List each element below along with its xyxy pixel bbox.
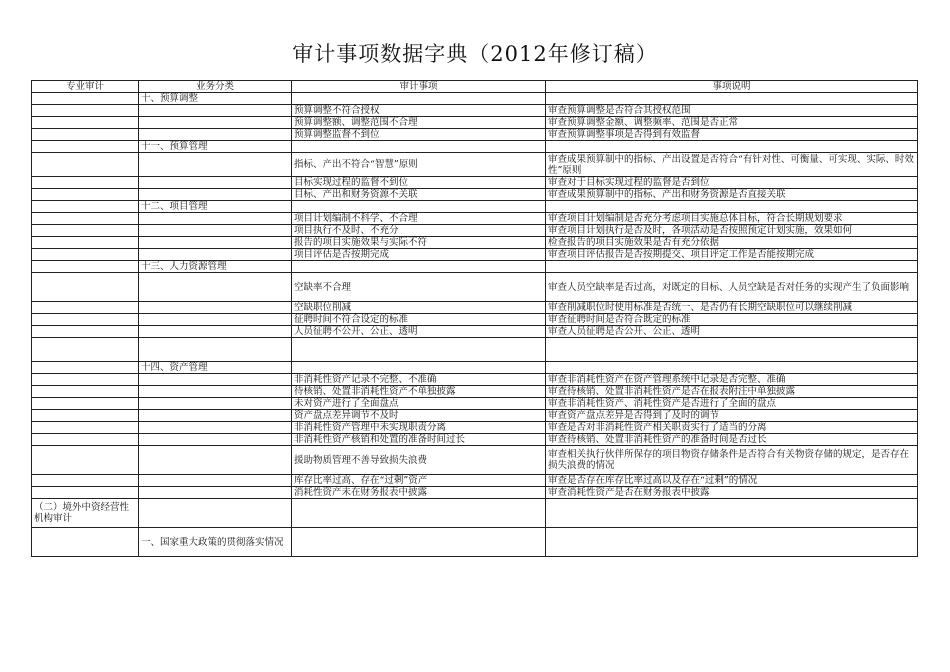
cell-business-category: 十一、预算管理 [139, 141, 292, 153]
table-row [32, 374, 918, 386]
cell-professional-audit [32, 302, 139, 314]
cell-business-category [139, 326, 292, 338]
cell-audit-item: 人员征聘不公开、公正、透明 [292, 326, 546, 338]
cell-item-description [546, 141, 918, 153]
cell-professional-audit [32, 273, 139, 302]
cell-business-category [139, 117, 292, 129]
cell-audit-item: 资产盘点差异调节不及时 [292, 410, 546, 422]
header-professional-audit: 专业审计 [32, 81, 139, 93]
cell-audit-item: 非消耗性资产记录不完整、不准确 [292, 374, 546, 386]
table-row [32, 398, 918, 410]
cell-professional-audit [32, 326, 139, 338]
cell-professional-audit [32, 374, 139, 386]
cell-item-description: 审查项目计划编制是否充分考虑项目实施总体目标，符合长期规划要求 [546, 213, 918, 225]
table-row [32, 362, 918, 374]
table-row [32, 326, 918, 338]
cell-business-category [139, 446, 292, 475]
cell-business-category [139, 475, 292, 487]
table-row [32, 499, 918, 528]
cell-business-category [139, 386, 292, 398]
cell-item-description [546, 499, 918, 528]
table-row [32, 302, 918, 314]
cell-audit-item: 未对资产进行了全面盘点 [292, 398, 546, 410]
cell-item-description [546, 528, 918, 557]
cell-professional-audit [32, 105, 139, 117]
table-row [32, 314, 918, 326]
table-row [32, 273, 918, 302]
cell-audit-item: 征聘时间不符合设定的标准 [292, 314, 546, 326]
cell-business-category [139, 189, 292, 201]
cell-professional-audit [32, 153, 139, 177]
audit-dictionary-table [31, 80, 918, 557]
cell-audit-item: 指标、产出不符合“智慧”原则 [292, 153, 546, 177]
cell-professional-audit [32, 201, 139, 213]
cell-professional-audit [32, 177, 139, 189]
cell-business-category [139, 338, 292, 362]
cell-business-category [139, 499, 292, 528]
cell-business-category: 十、预算调整 [139, 93, 292, 105]
cell-business-category [139, 410, 292, 422]
cell-professional-audit [32, 446, 139, 475]
cell-business-category: 十三、人力资源管理 [139, 261, 292, 273]
cell-item-description [546, 261, 918, 273]
cell-item-description: 审查成果预算制中的指标、产出和财务资源是否直接关联 [546, 189, 918, 201]
cell-audit-item [292, 141, 546, 153]
cell-audit-item: 空缺率不合理 [292, 273, 546, 302]
cell-business-category [139, 302, 292, 314]
cell-professional-audit [32, 213, 139, 225]
cell-audit-item: 预算调整不符合授权 [292, 105, 546, 117]
cell-audit-item: 库存比率过高、存在“过剩”资产 [292, 475, 546, 487]
cell-audit-item: 项目计划编制不科学、不合理 [292, 213, 546, 225]
table-row [32, 261, 918, 273]
cell-business-category [139, 129, 292, 141]
cell-audit-item [292, 261, 546, 273]
cell-professional-audit [32, 487, 139, 499]
cell-audit-item: 目标、产出和财务资源不关联 [292, 189, 546, 201]
cell-audit-item [292, 338, 546, 362]
table-row [32, 105, 918, 117]
cell-item-description: 审查是否存在库存比率过高以及存在“过剩”的情况 [546, 475, 918, 487]
cell-professional-audit [32, 528, 139, 557]
cell-item-description: 审查待核销、处置非消耗性资产的准备时间是否过长 [546, 434, 918, 446]
cell-audit-item [292, 201, 546, 213]
cell-professional-audit [32, 249, 139, 261]
cell-professional-audit [32, 338, 139, 362]
table-row [32, 422, 918, 434]
cell-audit-item [292, 362, 546, 374]
table-row [32, 475, 918, 487]
table-row [32, 213, 918, 225]
cell-item-description [546, 93, 918, 105]
cell-item-description: 审查项目评估报告是否按期提交、项目评定工作是否能按期完成 [546, 249, 918, 261]
cell-professional-audit [32, 141, 139, 153]
table-row [32, 141, 918, 153]
page-title: 审计事项数据字典（2012年修订稿） [292, 42, 658, 66]
table-row [32, 386, 918, 398]
table-row [32, 177, 918, 189]
cell-audit-item: 项目执行不及时、不充分 [292, 225, 546, 237]
cell-audit-item [292, 528, 546, 557]
table-row [32, 201, 918, 213]
cell-item-description: 检查报告的项目实施效果是否有充分依据 [546, 237, 918, 249]
cell-item-description: 审查人员空缺率是否过高，对既定的目标、人员空缺是否对任务的实现产生了负面影响 [546, 273, 918, 302]
table-row [32, 338, 918, 362]
cell-professional-audit [32, 93, 139, 105]
cell-business-category [139, 213, 292, 225]
cell-item-description: 审查是否对非消耗性资产相关职责实行了适当的分离 [546, 422, 918, 434]
header-audit-item: 审计事项 [292, 81, 546, 93]
cell-professional-audit [32, 117, 139, 129]
table-row [32, 249, 918, 261]
cell-professional-audit [32, 314, 139, 326]
cell-business-category [139, 422, 292, 434]
table-row [32, 410, 918, 422]
cell-business-category [139, 105, 292, 117]
cell-item-description: 审查人员征聘是否公开、公正、透明 [546, 326, 918, 338]
cell-audit-item: 目标实现过程的监督不到位 [292, 177, 546, 189]
cell-business-category [139, 434, 292, 446]
cell-item-description [546, 201, 918, 213]
cell-business-category: 十四、资产管理 [139, 362, 292, 374]
cell-professional-audit [32, 225, 139, 237]
cell-business-category [139, 487, 292, 499]
cell-item-description: 审查非消耗性资产在资产管理系统中记录是否完整、准确 [546, 374, 918, 386]
cell-business-category [139, 237, 292, 249]
cell-item-description: 审查征聘时间是否符合既定的标准 [546, 314, 918, 326]
cell-audit-item: 空缺职位削减 [292, 302, 546, 314]
cell-professional-audit [32, 422, 139, 434]
cell-audit-item [292, 499, 546, 528]
cell-audit-item: 报告的项目实施效果与实际不符 [292, 237, 546, 249]
cell-business-category [139, 225, 292, 237]
cell-professional-audit [32, 129, 139, 141]
table-row [32, 225, 918, 237]
cell-professional-audit: （二）境外中资经营性机构审计 [32, 499, 139, 528]
cell-item-description: 审查消耗性资产是否在财务报表中披露 [546, 487, 918, 499]
cell-item-description: 审查成果预算制中的指标、产出设置是否符合“有针对性、可衡量、可实现、实际、时效性”原则 [546, 153, 918, 177]
table-row [32, 93, 918, 105]
cell-business-category [139, 374, 292, 386]
cell-business-category [139, 177, 292, 189]
cell-item-description: 审查预算调整是否符合其授权范围 [546, 105, 918, 117]
cell-item-description: 审查项目计划执行是否及时，各项活动是否按照预定计划实施，效果如何 [546, 225, 918, 237]
table-row [32, 153, 918, 177]
cell-professional-audit [32, 237, 139, 249]
header-row [32, 81, 918, 93]
cell-professional-audit [32, 386, 139, 398]
cell-item-description: 审查预算调整金额、调整频率、范围是否正常 [546, 117, 918, 129]
cell-audit-item: 消耗性资产未在财务报表中披露 [292, 487, 546, 499]
cell-item-description [546, 338, 918, 362]
cell-business-category: 一、国家重大政策的贯彻落实情况 [139, 528, 292, 557]
cell-professional-audit [32, 410, 139, 422]
cell-professional-audit [32, 261, 139, 273]
table-row [32, 528, 918, 557]
table-row [32, 189, 918, 201]
table-row [32, 237, 918, 249]
cell-item-description: 审查对于目标实现过程的监督是否到位 [546, 177, 918, 189]
cell-item-description: 审查预算调整事项是否得到有效监督 [546, 129, 918, 141]
cell-item-description: 审查待核销、处置非消耗性资产是否在报表附注中单独披露 [546, 386, 918, 398]
cell-professional-audit [32, 398, 139, 410]
cell-business-category [139, 249, 292, 261]
cell-audit-item: 非消耗性资产核销和处置的准备时间过长 [292, 434, 546, 446]
table-row [32, 446, 918, 475]
cell-audit-item: 援助物质管理不善导致损失浪费 [292, 446, 546, 475]
header-business-category: 业务分类 [139, 81, 292, 93]
cell-item-description: 审查削减职位时使用标准是否统一、是否仍有长期空缺职位可以继续削减 [546, 302, 918, 314]
cell-professional-audit [32, 189, 139, 201]
table-row [32, 117, 918, 129]
table-row [32, 487, 918, 499]
cell-business-category [139, 398, 292, 410]
cell-item-description: 审查资产盘点差异是否得到了及时的调节 [546, 410, 918, 422]
cell-audit-item: 预算调整监督不到位 [292, 129, 546, 141]
cell-business-category: 十二、项目管理 [139, 201, 292, 213]
cell-professional-audit [32, 475, 139, 487]
header-item-description: 事项说明 [546, 81, 918, 93]
table-row [32, 434, 918, 446]
cell-business-category [139, 314, 292, 326]
cell-professional-audit [32, 362, 139, 374]
cell-audit-item: 预算调整额、调整范围不合理 [292, 117, 546, 129]
cell-audit-item [292, 93, 546, 105]
cell-audit-item: 项目评估是否按期完成 [292, 249, 546, 261]
cell-item-description [546, 362, 918, 374]
cell-item-description: 审查相关执行伙伴所保存的项目物资存储条件是否符合有关物资存储的规定，是否存在损失浪费的情况 [546, 446, 918, 475]
cell-item-description: 审查非消耗性资产、消耗性资产是否进行了全面的盘点 [546, 398, 918, 410]
table-row [32, 129, 918, 141]
cell-audit-item: 待核销、处置非消耗性资产不单独披露 [292, 386, 546, 398]
cell-business-category [139, 153, 292, 177]
cell-professional-audit [32, 434, 139, 446]
cell-business-category [139, 273, 292, 302]
cell-audit-item: 非消耗性资产管理中未实现职责分离 [292, 422, 546, 434]
